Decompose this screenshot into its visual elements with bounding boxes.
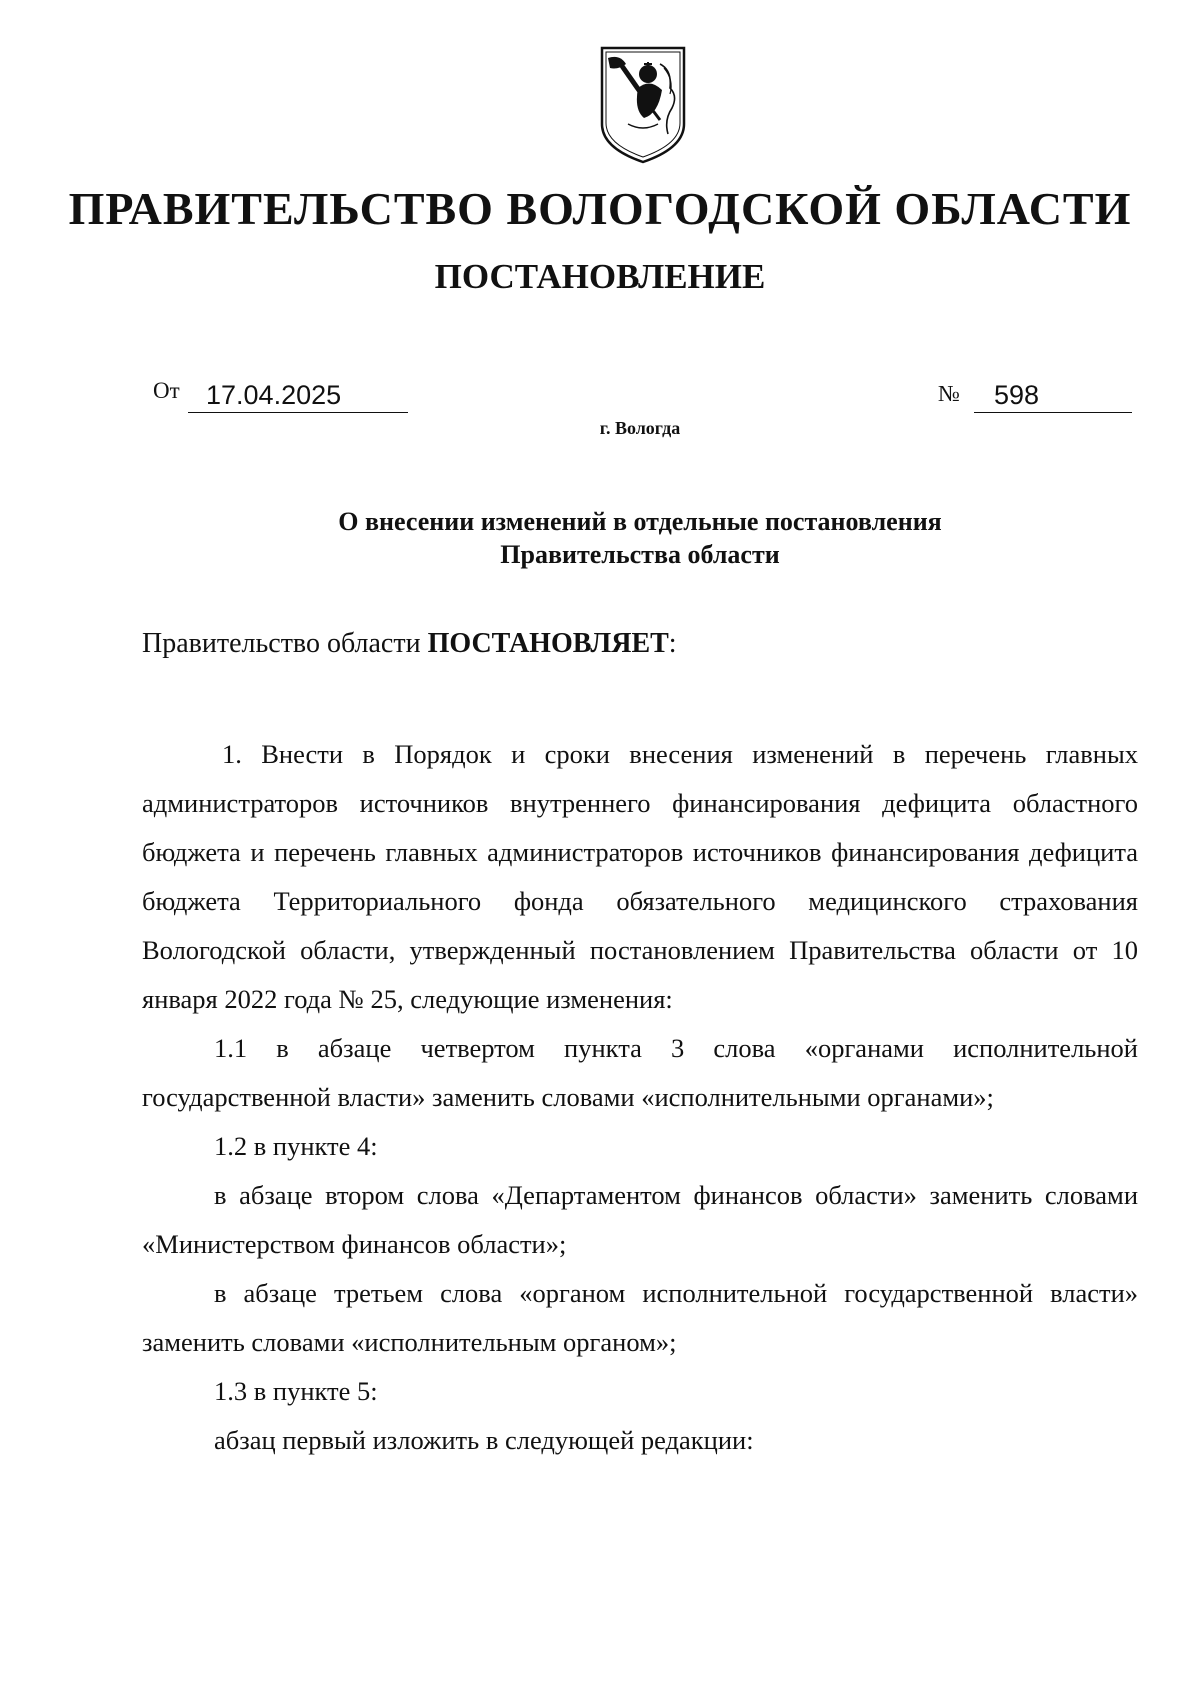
coat-of-arms-emblem xyxy=(598,44,688,166)
document-subject xyxy=(0,505,1200,571)
decree-colon: : xyxy=(668,628,677,659)
decree-statement xyxy=(142,628,677,660)
subject-line-2: Правительства области xyxy=(500,540,780,569)
subject-line-1: О внесении изменений в отдельные постановления xyxy=(338,507,942,536)
document-date: 17.04.2025 xyxy=(188,378,408,413)
number-prefix: № xyxy=(938,381,960,406)
paragraph-1-3: 1.3 в пункте 5: xyxy=(214,1376,378,1406)
body-section xyxy=(142,730,1138,1465)
document-number: 598 xyxy=(974,378,1132,413)
paragraph-1-2-a: в абзаце втором слова «Департаментом финансов области» заменить словами «Министерством финансов области»; xyxy=(142,1180,1138,1259)
decree-verb: ПОСТАНОВЛЯЕТ xyxy=(427,628,669,659)
paragraph-1-3-a: абзац первый изложить в следующей редакции: xyxy=(214,1425,754,1455)
government-title: ПРАВИТЕЛЬСТВО ВОЛОГОДСКОЙ ОБЛАСТИ xyxy=(68,183,1132,234)
decree-prefix: Правительство области xyxy=(142,628,428,659)
paragraph-1-2: 1.2 в пункте 4: xyxy=(214,1131,378,1161)
document-type: ПОСТАНОВЛЕНИЕ xyxy=(434,257,766,296)
paragraph-1-1: 1.1 в абзаце четвертом пункта 3 слова «органами исполнительной государственной власти» заменить словами «исполнительными органами»; xyxy=(142,1033,1138,1112)
paragraph-1-2-b: в абзаце третьем слова «органом исполнительной государственной власти» заменить словами «исполнительным органом»; xyxy=(142,1278,1138,1357)
city: г. Вологда xyxy=(599,418,681,438)
date-prefix: От xyxy=(153,378,180,403)
paragraph-1: 1. Внести в Порядок и сроки внесения изменений в перечень главных администраторов источников внутреннего финансирования дефицита областного бюджета и перечень главных администраторов источников финансирования дефицита бюджета Территориального фонда обязательного медицинского страхования Вологодской области, утвержденный постановлением Правительства области от 10 января 2022 года № 25, следующие изменения: xyxy=(142,739,1138,1014)
